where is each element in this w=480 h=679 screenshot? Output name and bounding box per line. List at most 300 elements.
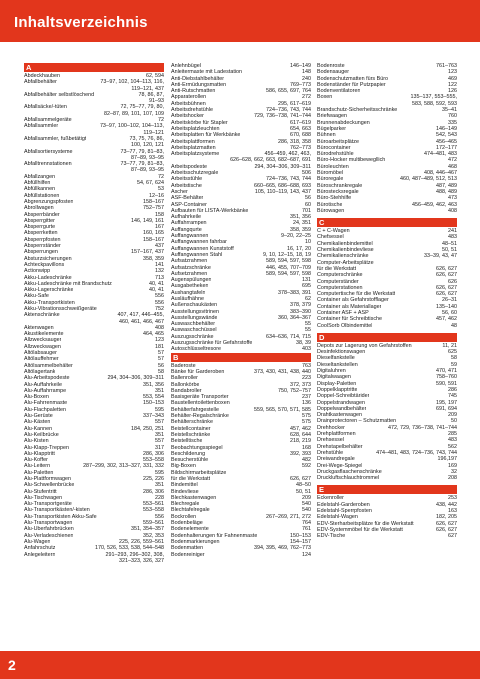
entry-term: Arbeitsplatten für Werkbänke: [171, 132, 241, 139]
entry-pages: 358, 359: [143, 255, 164, 262]
entry-pages: 131: [302, 277, 311, 284]
entry-pages: 472: [448, 157, 457, 164]
entry-pages: 240: [302, 75, 311, 82]
entry-term: Abfallzangen: [24, 173, 56, 180]
entry-pages: 660–665, 686–688, 693: [254, 182, 311, 189]
entry-pages: 408: [448, 207, 457, 214]
entry-term: Bockrollen: [171, 513, 197, 520]
index-entry-continuation: [24, 558, 164, 564]
entry-pages: 761: [302, 526, 311, 533]
entry-pages: 38, 39: [296, 340, 311, 347]
entry-term: Alu-Paletten: [24, 469, 54, 476]
entry-term: Digitaluhren: [317, 368, 346, 375]
entry-pages: 228: [155, 494, 164, 501]
entry-pages: 218, 219: [290, 438, 311, 445]
entry-pages: 122: [448, 81, 457, 88]
entry-term: Blechregale: [171, 501, 200, 508]
index-column-3: [317, 63, 457, 539]
entry-pages: 148: [302, 69, 311, 76]
entry-pages: 72: [158, 117, 164, 124]
entry-pages: 758–760: [436, 374, 457, 381]
entry-pages: 54, 67, 624: [137, 180, 164, 187]
entry-pages: 670, 688: [290, 132, 311, 139]
entry-pages: 408: [155, 324, 164, 331]
entry-pages: 295, 617–619: [278, 100, 311, 107]
entry-pages: 378, 379: [290, 302, 311, 309]
entry-pages: 626, 627: [436, 526, 457, 533]
entry-pages: 136: [302, 400, 311, 407]
entry-term: Behälterfahrgestelle: [171, 406, 219, 413]
page-number: 2: [8, 657, 16, 673]
entry-pages: 724–736, 743, 744: [266, 107, 311, 114]
entry-pages: 73–97, 100–102, 104–113,: [99, 123, 164, 130]
entry-term: Alu-Flachpaletten: [24, 406, 66, 413]
entry-pages: 487, 489: [436, 182, 457, 189]
entry-term: Anfahrschutz: [24, 545, 56, 552]
entry-term: Auffangwannen: [171, 233, 209, 240]
entry-term: Doppelwandbehälter: [317, 405, 367, 412]
entry-pages: 595: [155, 469, 164, 476]
entry-pages: 701: [302, 207, 311, 214]
entry-term: Auffangwannen Kunststoff: [171, 245, 234, 252]
entry-pages: 460, 461, 466, 467: [119, 318, 164, 325]
entry-term: Abfallbehälter selbstlöschend: [24, 91, 95, 98]
entry-pages: 750, 752–757: [278, 387, 311, 394]
entry-term: Anti-Rutschmatten: [171, 88, 216, 95]
entry-term: Besucherstühle: [171, 457, 209, 464]
entry-pages: 24, 351: [293, 220, 311, 227]
entry-pages: 556: [155, 299, 164, 306]
entry-term: Bodenhalterungen für Fahnenmaste: [171, 532, 258, 539]
entry-term: Alu-Kisten: [24, 438, 49, 445]
entry-pages: 150–153: [143, 400, 164, 407]
entry-term: Blechkastenwagen: [171, 494, 217, 501]
entry-pages: 170, 526, 533, 538, 544–548: [95, 545, 164, 552]
entry-term: Computer-Arbeitsplätze: [317, 259, 374, 266]
entry-term: Dreiwandregale: [317, 456, 355, 463]
entry-term: Bodenmarkierungen: [171, 538, 220, 545]
entry-term: Aufsatzrahmen: [171, 258, 208, 265]
index-entry: [317, 533, 457, 539]
entry-pages: 542, 543: [436, 132, 457, 139]
entry-term: ASF-Behälter: [171, 195, 204, 202]
entry-pages: 626, 627: [436, 265, 457, 272]
entry-pages: 158–167: [143, 236, 164, 243]
entry-pages: 337–343: [143, 413, 164, 420]
entry-pages: 470, 471: [436, 368, 457, 375]
entry-term: Absperrketten: [24, 230, 58, 237]
entry-pages: 351, 356: [290, 214, 311, 221]
entry-term: Alu-Keilbrücke: [24, 431, 59, 438]
entry-pages: 769–773: [290, 81, 311, 88]
entry-term: Abfüllkannen: [24, 186, 56, 193]
entry-term: EDV-Sterharbeitsplätze für die Werkstatt: [317, 520, 414, 527]
entry-term: Abfallbehälter: [24, 79, 57, 86]
entry-pages: 403: [302, 346, 311, 353]
entry-pages: 360, 364–367: [278, 314, 311, 321]
entry-pages: 628, 644: [290, 431, 311, 438]
entry-term: Alu-Transportkisten Akku-Safe: [24, 513, 97, 520]
entry-term: Doppelstrandwagen: [317, 399, 365, 406]
entry-term: CoolSorb Ölbindemittel: [317, 322, 373, 329]
entry-pages: 438, 442: [436, 501, 457, 508]
entry-term: Arbeitspodeste: [171, 163, 207, 170]
entry-pages: 437: [155, 243, 164, 250]
entry-pages: 583, 588, 592, 593: [412, 100, 457, 107]
entry-pages: 35–41: [442, 107, 457, 114]
entry-term: Büroregale: [317, 176, 344, 183]
entry-term: Chemikalienbindemittel: [317, 240, 373, 247]
entry-pages: 764: [302, 520, 311, 527]
entry-pages: 713: [155, 274, 164, 281]
entry-pages: 196,197: [437, 456, 457, 463]
entry-pages: 48: [451, 322, 457, 329]
entry-term: Auffahrrampen: [171, 220, 207, 227]
entry-pages: 11, 21: [442, 342, 457, 349]
entry-term: Aufhahrkeile: [171, 214, 201, 221]
entry-pages: 559–561: [143, 520, 164, 527]
entry-pages: 267–269, 271, 272: [266, 513, 311, 520]
entry-pages: 383–390: [290, 308, 311, 315]
entry-pages: 625: [448, 349, 457, 356]
entry-term: Bodenventilatoren: [317, 88, 361, 95]
entry-term: Auswaschbehälter: [171, 321, 216, 328]
entry-term: Arbeitsstühle: [171, 176, 203, 183]
entry-pages: 626–628, 662, 663, 682–687, 691: [230, 157, 311, 164]
entry-pages: 457, 462: [290, 425, 311, 432]
entry-pages: 10: [305, 239, 311, 246]
entry-term: Ascher: [171, 188, 188, 195]
entry-term: Akku-Vibrationsschweißgeräte: [24, 305, 97, 312]
entry-term: Beschilderung: [171, 450, 206, 457]
entry-pages: 50, 51: [442, 247, 457, 254]
entry-term: Arbeitsplatzsysteme: [171, 151, 220, 158]
entry-term: Bodenschutzmatten fürs Büro: [317, 75, 389, 82]
entry-term: Abfalltrennstationen: [24, 161, 72, 168]
entry-term: Edelstahl-Sperrpfosten: [317, 508, 372, 514]
entry-pages: 12–16: [149, 192, 164, 199]
entry-term: Chefsessel: [317, 234, 344, 241]
entry-pages: 762–773: [290, 144, 311, 151]
entry-pages: 460, 487–489, 512, 513: [400, 176, 457, 183]
entry-pages: 124: [302, 551, 311, 558]
entry-term: Alu-Auffahrkeile: [24, 381, 62, 388]
entry-pages: 56, 60: [442, 309, 457, 316]
entry-term: Autoschlüsseltresore: [171, 346, 222, 353]
entry-term: Altölagertank: [24, 368, 56, 375]
entry-term: Arbeitshocker: [171, 113, 204, 120]
entry-pages: 456–465: [436, 138, 457, 145]
entry-term: Alu-Verladeschienen: [24, 532, 74, 539]
entry-term: Alu-Kannen: [24, 425, 53, 432]
entry-term: Arbeitstische: [171, 182, 202, 189]
entry-pages: 317: [155, 444, 164, 451]
entry-term: Bänke für Garderoben: [171, 368, 225, 375]
entry-pages: 62: [305, 295, 311, 302]
entry-pages: 123: [448, 69, 457, 76]
entry-term: Brandschutz-Sicherheitsschränke: [317, 107, 398, 114]
section-header-e: E: [317, 485, 457, 494]
entry-term: Beobachtungsspiegel: [171, 444, 223, 451]
entry-term: Alu-Plattformwagen: [24, 476, 72, 482]
entry-pages: 32: [451, 468, 457, 475]
entry-term: Computerständer: [317, 278, 359, 285]
entry-pages: 87–89, 93–95: [131, 167, 164, 174]
entry-pages: 335: [448, 119, 457, 126]
entry-pages: 50, 51: [296, 488, 311, 495]
entry-term: Computerstationen: [317, 284, 363, 291]
entry-pages: 158: [155, 211, 164, 218]
entry-pages: 553, 554: [143, 394, 164, 401]
entry-term: Alu-Leitern: [24, 463, 51, 470]
entry-term: Anti-Ermüdungsmatten: [171, 81, 227, 88]
entry-term: Absperrpfosten: [24, 236, 61, 243]
entry-pages: 559, 565, 570, 571, 585: [254, 406, 311, 413]
entry-term: Chemikalienschränke: [317, 253, 369, 260]
entry-pages: 91–93: [149, 98, 164, 105]
entry-pages: 408, 446–467: [424, 170, 457, 177]
entry-term: Alu-Arbeitspodeste: [24, 375, 70, 382]
entry-pages: 184, 250, 251: [131, 425, 164, 432]
entry-pages: 469: [448, 75, 457, 82]
entry-term: EDV-Systemmöbel für die Werkstatt: [317, 526, 403, 533]
entry-pages: 160, 165: [143, 230, 164, 237]
entry-pages: 626: [448, 278, 457, 285]
entry-term: Drehhocker: [317, 424, 345, 431]
entry-pages: 474–481, 483: [424, 151, 457, 158]
entry-term: Bindemittel: [171, 482, 198, 489]
entry-pages: 483: [448, 234, 457, 241]
index-entry: [317, 323, 457, 329]
entry-term: Druckgasflaschenschränke: [317, 468, 382, 475]
entry-pages: 168: [302, 444, 311, 451]
entry-pages: 287–299, 302, 313–327, 331, 332: [83, 463, 164, 470]
entry-term: Depots zur Lagerung von Gefahrstoffen: [317, 342, 412, 349]
entry-term: Büro-Hocker multibewegllich: [317, 157, 386, 164]
index-entry: [24, 92, 164, 98]
entry-term: Aushangtafeln: [171, 289, 206, 296]
entry-pages: 26–31: [442, 297, 457, 304]
entry-pages: 446, 455, 707–709: [266, 264, 311, 271]
entry-term: Bürowagen: [317, 207, 345, 214]
entry-pages: 9, 10, 12–15, 18, 19: [263, 251, 311, 258]
index-column-2: [171, 63, 311, 558]
index-columns: [24, 63, 460, 638]
entry-pages: 373, 430, 431, 438, 440: [254, 368, 311, 375]
entry-pages: 351: [155, 482, 164, 489]
entry-pages: 146–149: [290, 63, 311, 69]
entry-term: Drahtkastenwagen: [317, 412, 362, 419]
entry-pages: 141: [155, 261, 164, 268]
entry-term: Doppel-Schreibtärider: [317, 393, 370, 400]
entry-term: Abrollwagen: [24, 205, 54, 212]
entry-pages: 181: [155, 343, 164, 350]
entry-term: Drehplattformen: [317, 431, 356, 438]
entry-pages: 482: [302, 457, 311, 464]
entry-term: Drehstühle: [317, 449, 344, 456]
entry-pages: 158–167: [143, 198, 164, 205]
entry-pages: 286, 318, 358: [278, 138, 311, 145]
entry-term: Augenspülungen: [171, 277, 212, 284]
entry-pages: 729, 736–738, 741–744: [254, 113, 311, 120]
entry-term: Absturzsicherungen: [24, 255, 72, 262]
entry-pages: 40, 41: [149, 280, 164, 287]
entry-pages: 553–558: [143, 457, 164, 464]
entry-pages: 586, 655, 697, 764: [266, 88, 311, 95]
entry-pages: 540: [302, 501, 311, 508]
entry-pages: 167: [155, 224, 164, 231]
entry-pages: 654, 663: [290, 125, 311, 132]
entry-term: Arbeitsdrehstühle: [171, 107, 213, 114]
entry-term: Eckenroller: [317, 495, 344, 502]
entry-pages: 60: [305, 201, 311, 208]
entry-term: Alu-Transportwagen: [24, 520, 73, 527]
entry-pages: 724–736, 743, 744: [266, 176, 311, 183]
entry-term: Absperrbänder: [24, 211, 60, 218]
entry-term: Auffangwannen Stahl: [171, 251, 223, 258]
entry-term: Anlehnbügel: [171, 63, 201, 69]
entry-pages: 126: [448, 88, 457, 95]
entry-term: Absperrständer: [24, 243, 61, 250]
entry-term: Akku-Ladeschränke: [24, 274, 72, 281]
entry-term: Alu-Auffahrrampe: [24, 387, 67, 394]
entry-pages: 9–20, 22–25: [281, 233, 311, 240]
entry-term: C + C-Wagen: [317, 228, 350, 235]
entry-term: Abfallsammelgeräte: [24, 117, 72, 124]
entry-pages: 562: [448, 443, 457, 450]
entry-pages: 57: [158, 350, 164, 357]
entry-term: Akku-Lagerschränke: [24, 287, 74, 294]
entry-pages: 62, 594: [146, 73, 164, 79]
entry-pages: 154–157: [290, 538, 311, 545]
entry-term: Basisgeräte Transporter: [171, 394, 229, 401]
entry-pages: 763: [302, 362, 311, 369]
entry-pages: 575: [302, 413, 311, 420]
entry-term: Akustikelemente: [24, 331, 64, 338]
entry-term: Briefwaagen: [317, 113, 347, 120]
entry-term: Außenschaukästen: [171, 302, 218, 309]
entry-term: Auffangqurte: [171, 226, 202, 233]
entry-term: Ballonkörbe: [171, 381, 200, 388]
entry-pages: 590, 591: [436, 380, 457, 387]
entry-term: Computerschränke: [317, 272, 363, 279]
entry-term: Auswaschschüssel: [171, 327, 217, 334]
entry-term: Abfüllstationen: [24, 192, 60, 199]
entry-pages: 119–121: [143, 129, 164, 136]
entry-pages: 172–177: [436, 144, 457, 151]
entry-term: Big-Boxen: [171, 463, 196, 470]
entry-pages: 157–167, 437: [131, 249, 164, 256]
entry-pages: 358, 359: [290, 226, 311, 233]
entry-pages: 57: [158, 356, 164, 363]
entry-pages: 209: [302, 494, 311, 501]
entry-pages: 146–149: [436, 125, 457, 132]
entry-term: Computertische für die Werkstatt: [317, 291, 396, 298]
section-header-c: C: [317, 218, 457, 227]
entry-pages: 209: [448, 412, 457, 419]
entry-pages: 150–153: [290, 532, 311, 539]
entry-term: ASP-Container: [171, 201, 207, 208]
entry-pages: 352, 353: [143, 532, 164, 539]
entry-pages: 48–50: [296, 482, 311, 489]
entry-term: Beistellschränke: [171, 431, 211, 438]
entry-term: Container für Schreibtische: [317, 316, 383, 323]
entry-term: Actionwipp: [24, 268, 51, 275]
entry-pages: 589, 594, 597, 598: [266, 270, 311, 277]
entry-term: Abfallsäcke/-tüten: [24, 104, 67, 111]
index-entry: [317, 475, 457, 481]
entry-term: Bodenroste: [317, 63, 345, 69]
entry-pages: 272: [302, 94, 311, 101]
entry-pages: 457, 462: [436, 316, 457, 323]
entry-term: Arbeitsschutzregale: [171, 170, 219, 177]
entry-term: Bühnen: [317, 132, 336, 139]
entry-pages: 488, 489: [436, 188, 457, 195]
entry-term: Dieseltankstellen: [317, 361, 358, 368]
entry-term: Akku-Safe: [24, 293, 49, 300]
entry-pages: 33–39, 43, 47: [424, 253, 457, 260]
entry-pages: 16, 17, 20: [287, 245, 311, 252]
entry-term: Desinfektionswagen: [317, 349, 366, 356]
entry-pages: 556: [155, 513, 164, 520]
entry-pages: 285: [448, 431, 457, 438]
entry-pages: 132: [155, 268, 164, 275]
entry-pages: 483: [448, 437, 457, 444]
entry-pages: 72, 75–77, 79, 80,: [120, 104, 164, 111]
entry-term: Allzwecksauger: [24, 337, 62, 344]
entry-pages: 182, 205: [436, 514, 457, 521]
entry-pages: 135–140: [436, 303, 457, 310]
entry-pages: 372, 373: [290, 381, 311, 388]
entry-pages: 626, 627: [436, 272, 457, 279]
entry-term: Brunnenabdeckungen: [317, 119, 370, 126]
entry-pages: 745: [448, 393, 457, 400]
entry-term: Ballenroller: [171, 375, 198, 382]
entry-term: Drainprotectoren – Schutzmatten: [317, 418, 397, 425]
entry-pages: 119–121, 437: [131, 85, 164, 92]
entry-term: Anleitermaste mit Ladestation: [171, 69, 243, 76]
entry-term: Ausstellungswände: [171, 314, 218, 321]
entry-pages: 294, 304–306, 309–311: [254, 163, 311, 170]
entry-pages: 225, 226, 559–561: [119, 538, 164, 545]
entry-pages: 589, 594, 597, 598: [266, 258, 311, 265]
entry-term: Akku-Ladeschränke mit Brandschutz: [24, 280, 112, 287]
entry-pages: 195, 197: [436, 399, 457, 406]
entry-term: Achteckpavillons: [24, 261, 65, 268]
entry-pages: 506: [302, 170, 311, 177]
entry-term: Bodenreiniger: [171, 551, 205, 558]
entry-pages: 626, 627: [436, 520, 457, 527]
section-header-a: A: [24, 63, 164, 72]
entry-pages: 575: [302, 419, 311, 426]
entry-term: Altölauffehmer: [24, 356, 59, 363]
entry-pages: 473: [448, 195, 457, 202]
entry-term: Alu-Transportgeräte: [24, 501, 72, 508]
entry-pages: 752: [155, 305, 164, 312]
entry-pages: 407, 417, 446–455,: [117, 312, 164, 319]
entry-pages: 291–293, 296–302, 308,: [105, 551, 164, 558]
entry-pages: 163: [448, 508, 457, 514]
entry-term: Beistelltische: [171, 438, 203, 445]
entry-term: Akku-Transportkisten: [24, 299, 75, 306]
entry-term: Alu-Fahrrenmaste: [24, 400, 68, 407]
entry-term: Ausgabetheken: [171, 283, 209, 290]
entry-pages: 626, 627: [436, 291, 457, 298]
entry-term: Aufsatzschränke: [171, 264, 211, 271]
entry-pages: 294, 304–306, 309–311: [107, 375, 164, 382]
entry-pages: 78, 86, 87,: [138, 91, 164, 98]
entry-term: Alu-Boxen: [24, 394, 49, 401]
